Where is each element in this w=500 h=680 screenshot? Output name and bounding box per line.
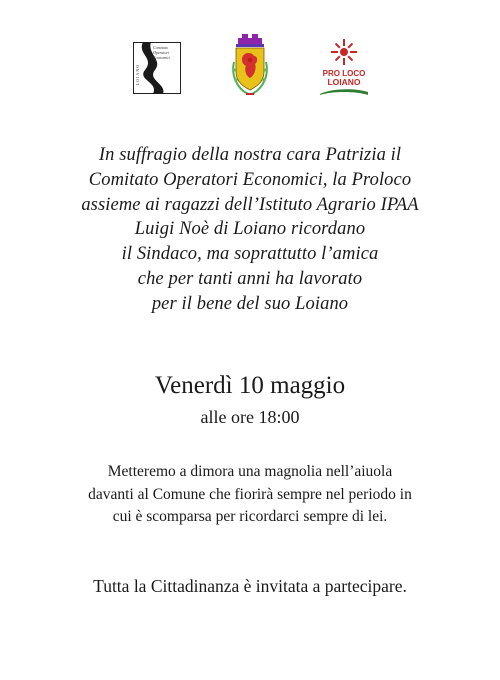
proloco-sun-icon	[318, 38, 370, 70]
comitato-name	[153, 45, 170, 60]
intro-line: Comitato Operatori Economici, la Proloco	[88, 169, 412, 190]
body-line: cui è scomparsa per ricordarci sempre di lei.	[112, 508, 388, 525]
comitato-name-line-1: Comitato	[153, 45, 168, 50]
intro-line: il Sindaco, ma soprattutto l’amica	[121, 244, 379, 265]
proloco-swoosh-icon	[318, 88, 370, 96]
comitato-name-line-3: Economici	[153, 55, 171, 60]
intro-line: assieme ai ragazzi dell’Istituto Agrario IPAA	[81, 194, 419, 215]
proloco-logo	[318, 38, 370, 96]
event-time: alle ore 18:00	[200, 407, 300, 427]
intro-line: Luigi Noè di Loiano ricordano	[134, 219, 366, 240]
comitato-vertical-text: LOIANO	[135, 64, 140, 86]
coat-of-arms-logo	[230, 32, 270, 98]
intro-line: In suffragio della nostra cara Patrizia il	[98, 145, 402, 165]
body-paragraph	[0, 461, 500, 529]
proloco-name-line-1: PRO LOCO	[322, 69, 366, 78]
intro-line: per il bene del suo Loiano	[151, 293, 349, 314]
proloco-name-line-2: LOIANO	[327, 77, 361, 87]
event-date: Venerdì 10 maggio	[154, 372, 346, 399]
coat-of-arms-icon	[230, 32, 270, 98]
logos-row	[0, 30, 500, 110]
intro-paragraph	[0, 143, 500, 317]
invitation-footer: Tutta la Cittadinanza è invitata a partecipare.	[93, 576, 407, 596]
comitato-logo	[133, 42, 181, 94]
intro-line: che per tanti anni ha lavorato	[137, 268, 363, 289]
comitato-name-line-2: Operatori	[153, 50, 169, 55]
body-line: davanti al Comune che fiorirà sempre nel periodo in	[88, 485, 412, 503]
body-line: Metteremo a dimora una magnolia nell’aiuola	[107, 463, 393, 480]
